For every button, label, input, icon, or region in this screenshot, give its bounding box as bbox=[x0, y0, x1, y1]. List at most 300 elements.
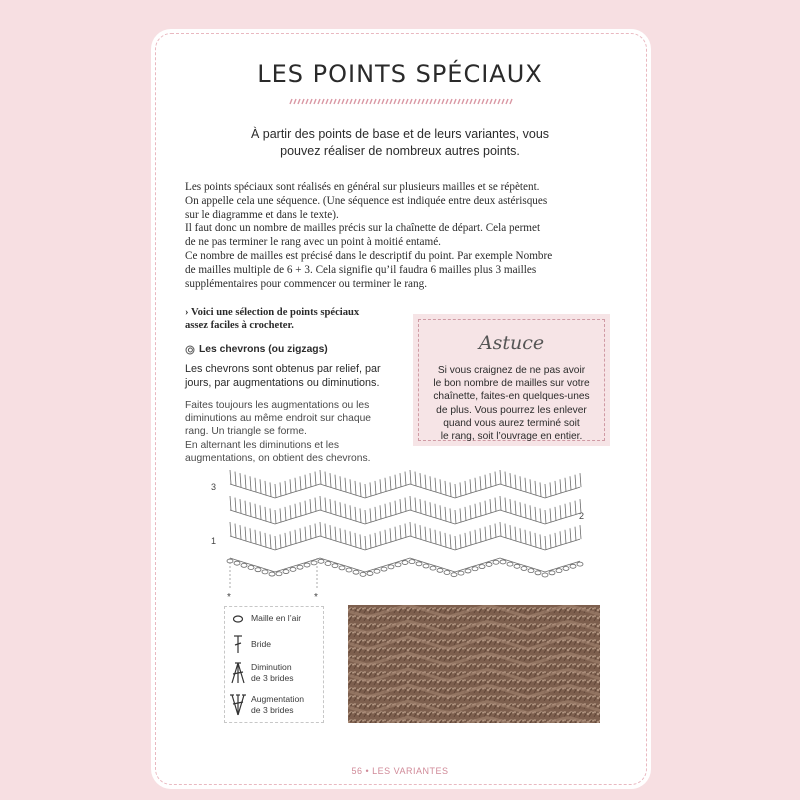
stitch-mark bbox=[310, 499, 311, 513]
chain-loop bbox=[486, 562, 492, 566]
stitch-mark bbox=[230, 470, 231, 484]
chain-loop bbox=[556, 569, 562, 573]
stitch-mark bbox=[490, 473, 491, 487]
stitch-mark bbox=[530, 531, 531, 545]
stitch-mark bbox=[350, 531, 351, 545]
chain-loop bbox=[269, 572, 275, 576]
increase-icon bbox=[229, 693, 247, 717]
rule-tick bbox=[358, 99, 360, 104]
chain-loop bbox=[416, 562, 422, 566]
stitch-mark bbox=[535, 533, 536, 547]
stitch-mark bbox=[345, 530, 346, 544]
stitch-mark bbox=[280, 508, 281, 522]
stitch-mark bbox=[520, 502, 521, 516]
stitch-mark bbox=[375, 507, 376, 521]
stitch-mark bbox=[405, 498, 406, 512]
stitch-mark bbox=[540, 508, 541, 522]
stitch-mark bbox=[375, 481, 376, 495]
stitch-mark bbox=[580, 473, 581, 487]
stitch-mark bbox=[335, 501, 336, 515]
rule-tick bbox=[434, 99, 436, 104]
rule-tick bbox=[506, 99, 508, 104]
chain-loop bbox=[297, 565, 303, 569]
stitch-mark bbox=[305, 475, 306, 489]
stitch-mark bbox=[415, 472, 416, 486]
stitch-mark bbox=[580, 525, 581, 539]
stitch-mark bbox=[355, 481, 356, 495]
rule-tick bbox=[298, 99, 300, 104]
stitch-mark bbox=[475, 504, 476, 518]
stitch-mark bbox=[550, 508, 551, 522]
rule-tick bbox=[370, 99, 372, 104]
stitch-mark bbox=[575, 501, 576, 515]
rule-tick bbox=[310, 99, 312, 104]
stitch-mark bbox=[485, 475, 486, 489]
chain-loop bbox=[444, 571, 450, 575]
swatch-photo bbox=[348, 605, 600, 723]
stitch-mark bbox=[570, 528, 571, 542]
stitch-mark bbox=[355, 507, 356, 521]
stitch-mark bbox=[510, 499, 511, 513]
stitch-mark bbox=[500, 522, 501, 536]
stitch-mark bbox=[365, 510, 366, 524]
stitch-mark bbox=[370, 482, 371, 496]
chain-loop bbox=[353, 570, 359, 574]
stitch-mark bbox=[270, 534, 271, 548]
stitch-mark bbox=[385, 530, 386, 544]
spiral-icon bbox=[185, 345, 195, 355]
stitch-mark bbox=[380, 479, 381, 493]
stitch-mark bbox=[490, 499, 491, 513]
rule-tick bbox=[510, 99, 512, 104]
chain-loop bbox=[402, 561, 408, 565]
rule-tick bbox=[350, 99, 352, 104]
chain-loop bbox=[332, 564, 338, 568]
chain-loop bbox=[500, 560, 506, 564]
stitch-mark bbox=[450, 534, 451, 548]
rule-tick bbox=[414, 99, 416, 104]
stitch-mark bbox=[550, 482, 551, 496]
rule-tick bbox=[462, 99, 464, 104]
legend-label: Augmentation bbox=[251, 694, 305, 704]
rule-tick bbox=[394, 99, 396, 104]
stitch-mark bbox=[465, 507, 466, 521]
rule-tick bbox=[478, 99, 480, 104]
stitch-legend bbox=[224, 606, 324, 723]
stitch-mark bbox=[280, 534, 281, 548]
stitch-mark bbox=[325, 524, 326, 538]
legend-item bbox=[225, 693, 325, 717]
stitch-mark bbox=[310, 473, 311, 487]
chain-loop bbox=[255, 568, 261, 572]
stitch-mark bbox=[385, 504, 386, 518]
chain-loop bbox=[409, 560, 415, 564]
stitch-mark bbox=[535, 481, 536, 495]
body-line: Il faut donc un nombre de mailles précis sur la chaînette de départ. Cela permet bbox=[185, 222, 541, 235]
tip-line: de plus. Vous pourrez les enlever bbox=[436, 404, 587, 416]
chain-loop bbox=[360, 572, 366, 576]
stitch-mark bbox=[565, 504, 566, 518]
stitch-mark bbox=[250, 476, 251, 490]
stitch-mark bbox=[255, 478, 256, 492]
chain-loop bbox=[507, 562, 513, 566]
rule-tick bbox=[402, 99, 404, 104]
chain-loop bbox=[577, 562, 583, 566]
stitch-mark bbox=[445, 481, 446, 495]
stitch-mark bbox=[390, 528, 391, 542]
stitch-mark bbox=[515, 501, 516, 515]
stitch-mark bbox=[395, 501, 396, 515]
row-label-1: 1 bbox=[211, 536, 217, 546]
rule-tick bbox=[366, 99, 368, 104]
stitch-mark bbox=[330, 525, 331, 539]
rule-tick bbox=[482, 99, 484, 104]
stitch-mark bbox=[310, 525, 311, 539]
stitch-mark bbox=[300, 528, 301, 542]
stitch-mark bbox=[265, 481, 266, 495]
stitch-mark bbox=[370, 534, 371, 548]
chain-loop bbox=[290, 567, 296, 571]
stitch-mark bbox=[515, 527, 516, 541]
stitch-mark bbox=[570, 502, 571, 516]
stitch-mark bbox=[400, 499, 401, 513]
stitch-mark bbox=[470, 479, 471, 493]
stitch-mark bbox=[415, 524, 416, 538]
stitch-mark bbox=[500, 470, 501, 484]
stitch-mark bbox=[375, 533, 376, 547]
stitch-mark bbox=[360, 482, 361, 496]
rule-tick bbox=[502, 99, 504, 104]
rule-tick bbox=[490, 99, 492, 104]
stitch-mark bbox=[260, 479, 261, 493]
stitch-mark bbox=[575, 527, 576, 541]
chain-loop bbox=[549, 571, 555, 575]
legend-label: Diminution bbox=[251, 662, 292, 672]
rule-tick bbox=[294, 99, 296, 104]
stitch-mark bbox=[400, 473, 401, 487]
stitch-mark bbox=[315, 524, 316, 538]
selection-line: › Voici une sélection de points spéciaux bbox=[185, 307, 360, 318]
chevrons-detail-line: Faites toujours les augmentations ou les bbox=[185, 400, 370, 411]
stitch-mark bbox=[270, 508, 271, 522]
stitch-mark bbox=[540, 482, 541, 496]
stitch-mark bbox=[520, 476, 521, 490]
selection-heading bbox=[185, 306, 385, 332]
chevrons-detail-line: augmentations, on obtient des chevrons. bbox=[185, 452, 371, 464]
rule-tick bbox=[306, 99, 308, 104]
chevrons-desc-line: Les chevrons sont obtenus par relief, par bbox=[185, 363, 381, 375]
stitch-mark bbox=[270, 482, 271, 496]
stitch-mark bbox=[275, 536, 276, 550]
stitch-mark bbox=[475, 478, 476, 492]
tip-text bbox=[425, 364, 598, 443]
stitch-mark bbox=[250, 528, 251, 542]
body-line: de ne pas terminer le rang avec un point à moitié entamé. bbox=[185, 236, 441, 249]
stitch-mark bbox=[345, 504, 346, 518]
stitch-mark bbox=[530, 479, 531, 493]
stitch-mark bbox=[300, 476, 301, 490]
rule-tick bbox=[378, 99, 380, 104]
stitch-mark bbox=[505, 498, 506, 512]
stitch-mark bbox=[555, 507, 556, 521]
stitch-mark bbox=[515, 475, 516, 489]
rule-tick bbox=[498, 99, 500, 104]
stitch-mark bbox=[435, 478, 436, 492]
stitch-mark bbox=[315, 472, 316, 486]
stitch-mark bbox=[315, 498, 316, 512]
stitch-mark bbox=[430, 476, 431, 490]
chain-loop bbox=[262, 570, 268, 574]
stitch-mark bbox=[280, 482, 281, 496]
stitch-mark bbox=[525, 504, 526, 518]
stitch-mark bbox=[500, 496, 501, 510]
rule-tick bbox=[466, 99, 468, 104]
stitch-mark bbox=[545, 510, 546, 524]
stitch-mark bbox=[410, 470, 411, 484]
stitch-mark bbox=[525, 530, 526, 544]
stitch-mark bbox=[410, 522, 411, 536]
stitch-mark bbox=[485, 501, 486, 515]
stitch-mark bbox=[440, 505, 441, 519]
body-line: sur le diagramme et dans le texte). bbox=[185, 208, 339, 221]
stitch-mark bbox=[545, 484, 546, 498]
stitch-mark bbox=[340, 502, 341, 516]
stitch-mark bbox=[535, 507, 536, 521]
rule-tick bbox=[438, 99, 440, 104]
stitch-mark bbox=[555, 533, 556, 547]
tip-line: le rang, soit l’ouvrage en entier. bbox=[440, 431, 583, 443]
stitch-mark bbox=[455, 510, 456, 524]
chain-loop bbox=[374, 569, 380, 573]
row-label-3: 3 bbox=[211, 482, 217, 492]
stitch-mark bbox=[245, 527, 246, 541]
stitch-mark bbox=[495, 472, 496, 486]
chevrons-heading bbox=[185, 344, 385, 355]
rule-tick bbox=[326, 99, 328, 104]
stitch-mark bbox=[235, 524, 236, 538]
stitch-mark bbox=[550, 534, 551, 548]
stitch-mark bbox=[420, 473, 421, 487]
stitch-mark bbox=[290, 505, 291, 519]
stitch-mark bbox=[405, 524, 406, 538]
stitch-mark bbox=[405, 472, 406, 486]
stitch-mark bbox=[425, 475, 426, 489]
stitch-mark bbox=[365, 484, 366, 498]
stitch-mark bbox=[490, 525, 491, 539]
rule-tick bbox=[422, 99, 424, 104]
rule-tick bbox=[446, 99, 448, 104]
rule-tick bbox=[494, 99, 496, 104]
stitch-mark bbox=[255, 504, 256, 518]
stitch-mark bbox=[300, 502, 301, 516]
stitch-mark bbox=[260, 531, 261, 545]
rule-tick bbox=[418, 99, 420, 104]
stitch-mark bbox=[345, 478, 346, 492]
stitch-mark bbox=[295, 530, 296, 544]
stitch-mark bbox=[390, 476, 391, 490]
rule-tick bbox=[342, 99, 344, 104]
rule-tick bbox=[450, 99, 452, 104]
chain-loop bbox=[276, 572, 282, 576]
chain-loop bbox=[234, 561, 240, 565]
chain-loop bbox=[381, 567, 387, 571]
legend-label: Bride bbox=[251, 638, 272, 649]
double-crochet-icon bbox=[232, 634, 244, 654]
stitch-mark bbox=[505, 524, 506, 538]
stitch-mark bbox=[495, 524, 496, 538]
stitch-mark bbox=[350, 479, 351, 493]
stitch-mark bbox=[320, 496, 321, 510]
rule-tick bbox=[346, 99, 348, 104]
title-rule bbox=[288, 98, 513, 106]
rule-tick bbox=[390, 99, 392, 104]
stitch-mark bbox=[410, 496, 411, 510]
chevrons-detail-line: rang. Un triangle se forme. bbox=[185, 426, 307, 438]
chain-loop bbox=[465, 569, 471, 573]
stitch-mark bbox=[470, 505, 471, 519]
stitch-mark bbox=[360, 534, 361, 548]
stitch-mark bbox=[285, 507, 286, 521]
stitch-mark bbox=[235, 472, 236, 486]
stitch-mark bbox=[230, 496, 231, 510]
stitch-mark bbox=[450, 482, 451, 496]
legend-label: de 3 brides bbox=[251, 673, 294, 683]
stitch-mark bbox=[340, 528, 341, 542]
stitch-mark bbox=[420, 525, 421, 539]
stitch-mark bbox=[290, 479, 291, 493]
chain-loop bbox=[493, 560, 499, 564]
chain-loop bbox=[430, 566, 436, 570]
stitch-mark bbox=[560, 531, 561, 545]
stitch-mark bbox=[530, 505, 531, 519]
stitch-mark bbox=[510, 525, 511, 539]
stitch-mark bbox=[325, 472, 326, 486]
stitch-mark bbox=[430, 502, 431, 516]
stitch-mark bbox=[335, 475, 336, 489]
stitch-mark bbox=[285, 533, 286, 547]
stitch-mark bbox=[385, 478, 386, 492]
chain-loop bbox=[472, 567, 478, 571]
rule-tick bbox=[334, 99, 336, 104]
stitch-mark bbox=[295, 504, 296, 518]
stitch-mark bbox=[440, 531, 441, 545]
stitch-mark bbox=[330, 473, 331, 487]
stitch-mark bbox=[305, 527, 306, 541]
body-text bbox=[185, 181, 605, 291]
stitch-mark bbox=[525, 478, 526, 492]
stitch-mark bbox=[355, 533, 356, 547]
tip-line: Si vous craignez de ne pas avoir bbox=[437, 365, 586, 376]
rule-tick bbox=[382, 99, 384, 104]
stitch-mark bbox=[415, 498, 416, 512]
stitch-mark bbox=[395, 527, 396, 541]
stitch-row bbox=[230, 558, 580, 572]
chain-loop bbox=[339, 566, 345, 570]
stitch-mark bbox=[320, 522, 321, 536]
rule-tick bbox=[338, 99, 340, 104]
chain-stitch-icon bbox=[232, 614, 244, 624]
chain-loop bbox=[346, 568, 352, 572]
stitch-mark bbox=[390, 502, 391, 516]
stitch-mark bbox=[240, 525, 241, 539]
stitch-mark bbox=[370, 508, 371, 522]
page-footer: 56 • LES VARIANTES bbox=[351, 766, 449, 776]
stitch-mark bbox=[265, 507, 266, 521]
chain-loop bbox=[535, 571, 541, 575]
selection-line: assez faciles à crocheter. bbox=[185, 320, 294, 331]
rule-tick bbox=[290, 99, 292, 104]
rule-tick bbox=[314, 99, 316, 104]
stitch-mark bbox=[230, 522, 231, 536]
stitch-mark bbox=[400, 525, 401, 539]
stitch-mark bbox=[480, 502, 481, 516]
chain-loop bbox=[423, 564, 429, 568]
stitch-mark bbox=[245, 501, 246, 515]
rule-tick bbox=[458, 99, 460, 104]
rule-tick bbox=[362, 99, 364, 104]
chain-loop bbox=[325, 561, 331, 565]
body-line: Les points spéciaux sont réalisés en général sur plusieurs mailles et se répètent. bbox=[185, 181, 540, 193]
legend-item bbox=[225, 613, 325, 624]
rule-tick bbox=[374, 99, 376, 104]
stitch-mark bbox=[455, 536, 456, 550]
tip-line: quand vous aurez terminé soit bbox=[443, 417, 580, 429]
rule-tick bbox=[430, 99, 432, 104]
chain-loop bbox=[437, 568, 443, 572]
stitch-mark bbox=[435, 504, 436, 518]
chevrons-title: Les chevrons (ou zigzags) bbox=[199, 344, 328, 355]
rule-tick bbox=[426, 99, 428, 104]
stitch-mark bbox=[330, 499, 331, 513]
stitch-mark bbox=[255, 530, 256, 544]
chain-loop bbox=[479, 565, 485, 569]
stitch-mark bbox=[465, 481, 466, 495]
stitch-mark bbox=[380, 531, 381, 545]
stitch-mark bbox=[510, 473, 511, 487]
chevrons-detail-line: En alternant les diminutions et les bbox=[185, 439, 339, 451]
chain-loop bbox=[283, 570, 289, 574]
stitch-mark bbox=[240, 473, 241, 487]
page-title: LES POINTS SPÉCIAUX bbox=[257, 60, 543, 88]
stitch-row bbox=[230, 536, 580, 550]
rule-tick bbox=[406, 99, 408, 104]
chain-loop bbox=[458, 571, 464, 575]
stitch-row bbox=[230, 484, 580, 498]
rule-tick bbox=[318, 99, 320, 104]
legend-label: Maille en l’air bbox=[251, 613, 302, 623]
repeat-mark: * bbox=[314, 592, 318, 603]
rule-tick bbox=[454, 99, 456, 104]
stitch-mark bbox=[520, 528, 521, 542]
stitch-mark bbox=[560, 505, 561, 519]
stitch-mark bbox=[275, 510, 276, 524]
rule-tick bbox=[486, 99, 488, 104]
chain-loop bbox=[395, 563, 401, 567]
stitch-mark bbox=[265, 533, 266, 547]
stitch-mark bbox=[555, 481, 556, 495]
tip-title: Astuce bbox=[478, 332, 545, 354]
stitch-mark bbox=[565, 530, 566, 544]
chain-loop bbox=[248, 566, 254, 570]
rule-tick bbox=[302, 99, 304, 104]
rule-tick bbox=[386, 99, 388, 104]
stitch-mark bbox=[285, 481, 286, 495]
chain-loop bbox=[528, 569, 534, 573]
stitch-mark bbox=[250, 502, 251, 516]
chain-loop bbox=[521, 566, 527, 570]
body-line: de mailles multiple de 6 + 3. Cela signifie qu’il faudra 6 mailles plus 3 mailles bbox=[185, 263, 537, 276]
stitch-mark bbox=[470, 531, 471, 545]
